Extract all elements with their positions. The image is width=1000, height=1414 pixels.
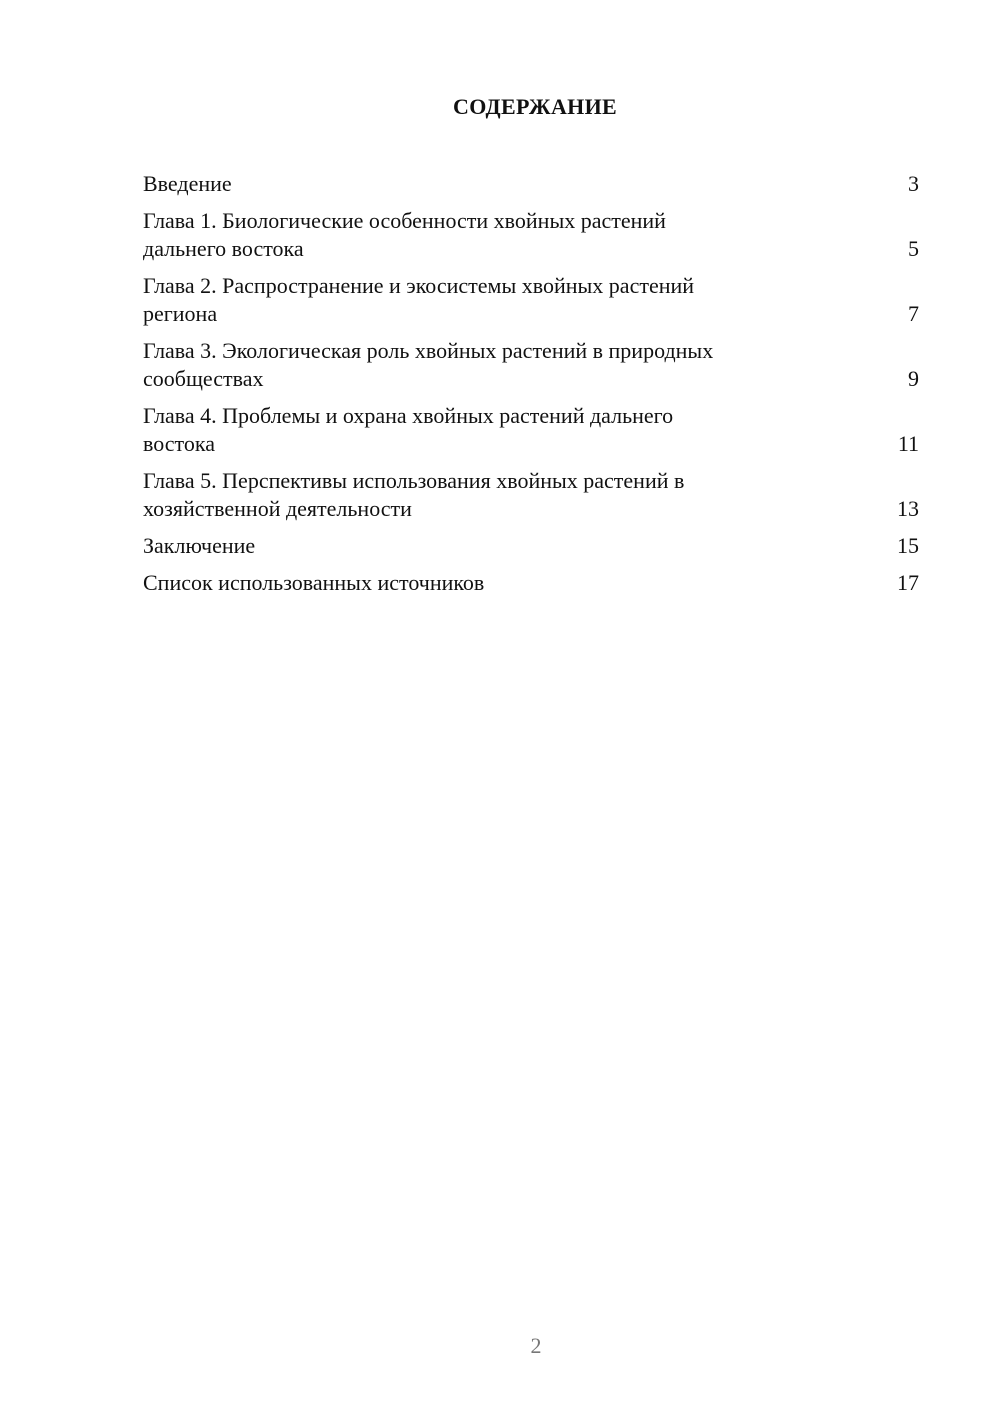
toc-entry-references — [143, 569, 919, 597]
table-of-contents — [143, 170, 919, 606]
toc-entry-text: Заключение — [143, 533, 256, 558]
toc-entry-text: Глава 5. Перспективы использования хвойных растений в хозяйственной деятельности — [143, 468, 685, 521]
toc-entry-page: 13 — [897, 496, 919, 521]
toc-entry-text: Глава 2. Распространение и экосистемы хвойных растений региона — [143, 273, 695, 326]
toc-entry-chapter-5 — [143, 467, 919, 523]
toc-entry-text: Глава 4. Проблемы и охрана хвойных растений дальнего востока — [143, 403, 674, 456]
toc-entry-page: 5 — [908, 236, 919, 261]
toc-entry-page: 9 — [908, 366, 919, 391]
toc-entry-chapter-3 — [143, 337, 919, 393]
toc-entry-page: 7 — [908, 301, 919, 326]
toc-entry-introduction — [143, 170, 919, 198]
toc-entry-text: Глава 1. Биологические особенности хвойных растений дальнего востока — [143, 208, 666, 261]
toc-entry-text: Список использованных источников — [143, 570, 485, 595]
toc-entry-chapter-1 — [143, 207, 919, 263]
page-title: СОДЕРЖАНИЕ — [453, 94, 617, 119]
toc-entry-page: 3 — [908, 171, 919, 196]
toc-entry-chapter-2 — [143, 272, 919, 328]
toc-entry-chapter-4 — [143, 402, 919, 458]
toc-entry-page: 11 — [897, 431, 919, 456]
toc-entry-text: Введение — [143, 171, 232, 196]
page-number: 2 — [530, 1333, 542, 1358]
toc-entry-page: 15 — [897, 533, 919, 558]
toc-entry-page: 17 — [897, 570, 919, 595]
toc-entry-text: Глава 3. Экологическая роль хвойных растений в природных сообществах — [143, 338, 714, 391]
toc-entry-conclusion — [143, 532, 919, 560]
